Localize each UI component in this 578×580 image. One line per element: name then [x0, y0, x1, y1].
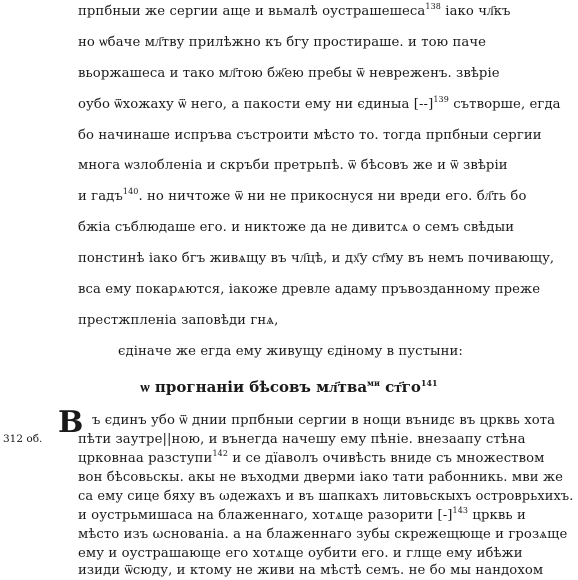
margin-note: 312 об.: [3, 433, 43, 445]
line-19: мѣсто изъ ωснованіа. а на блаженнаго зубы скрежещюще и грозѧще: [78, 527, 568, 542]
footnote-ref: 142: [212, 449, 229, 458]
line-11: престжпленіа заповѣди гнѧ,: [78, 313, 279, 328]
footnote-ref: 140: [122, 187, 139, 196]
line-16: вон бѣсовьскы. акы не въходми дверми іако тати рабонникь. мви же: [78, 470, 564, 485]
line-1: прпбныи же сергии аще и вьмалѣ оустрашешеса$^{138}$ іако чл҃къ: [78, 2, 511, 19]
line-4: оубо ѿхожаху ѿ него, а пакости ему ни єдиныа $[--]^{139}$ сътворше, егда: [78, 95, 561, 112]
footnote-ref: 138: [425, 2, 441, 11]
line-13: ъ єдинъ убо ѿ днии прпбныи сергии в нощи вънидє въ црквь хота: [92, 413, 556, 428]
line-8: бжіа съблюдаше его. и никтоже да не дивитсѧ о семъ свѣдыи: [78, 220, 515, 235]
line-12: єдіначе же егда ему живущу єдіному в пустыни:: [118, 344, 463, 359]
section-heading: ѡ прогнаніи бѣсовъ мл҃тва$^{ми}$ $ст҃го^{141}$: [140, 378, 438, 396]
drop-cap: В: [58, 405, 84, 440]
footnote-ref: 139: [433, 95, 449, 104]
line-18: и оустрьмишаса на блаженнаго, хотѧще разорити $[-]^{143}$ црквь и: [78, 506, 526, 523]
line-7: и гадъ$^{140}$. но ничтоже ѿ ни не прикоснуся ни вреди его. бл҃ть бо: [78, 187, 527, 204]
line-10: вса ему покарѧются, іакоже древле адаму пръвозданному преже: [78, 282, 541, 297]
line-20: ему и оустрашающе его хотѧще оубити его. и глще ему ибѣжи: [78, 546, 523, 561]
line-17: са ему сице бяху въ ωдежахъ и въ шапкахъ литовьскыхъ островрьхихъ.: [78, 489, 574, 504]
footnote-ref: 141: [420, 378, 438, 388]
line-3: вьоржашеса и тако мл҃тою бж҃ею пребы ѿ невреженъ. звѣріе: [78, 66, 500, 81]
footnote-ref: 143: [452, 506, 469, 515]
line-2: но ѡбаче мл҃тву прилѣжно къ бгу простираше. и тою паче: [78, 35, 487, 50]
line-15: црковнаа разступи$^{142}$ и се дїаволъ очивѣсть вниде съ множеством: [78, 449, 545, 466]
line-5: бо начинаше испръва състроити мѣсто то. тогда прпбныи сергии: [78, 128, 542, 143]
line-14: пѣти заутре||ною, и вънегда начешу ему пѣніе. внезаапу стѣна: [78, 432, 526, 447]
line-6: многа ѡзлобленіа и скръби претрьпѣ. ѿ бѣсовъ же и ѿ звѣріи: [78, 158, 508, 173]
line-21: изиди ѿсюду, и ктому не живи на мѣстѣ семъ. не бо мы нандохом: [78, 563, 544, 578]
line-9: понстинѣ іако бгъ живѧщу въ чл҃цѣ, и дх҃у ст҃му въ немъ почивающу,: [78, 251, 555, 266]
